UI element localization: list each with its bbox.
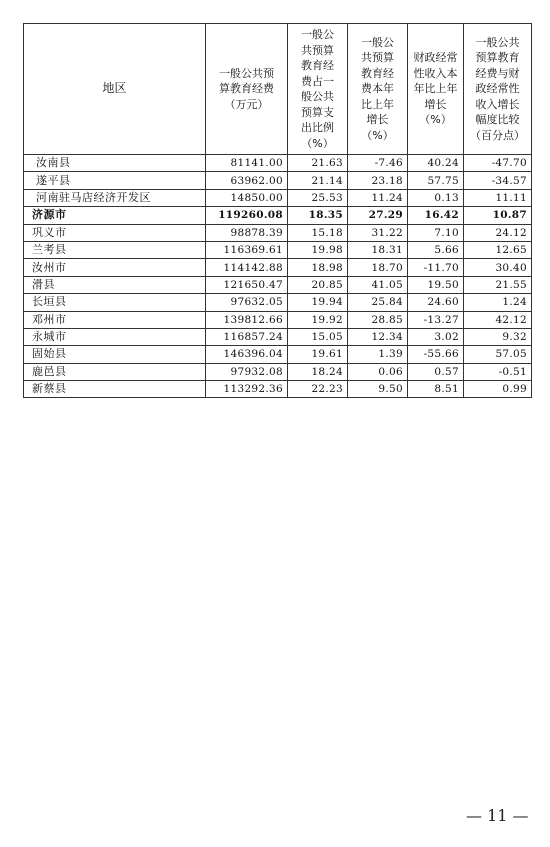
- table-row: [24, 241, 532, 258]
- header-line: （%）: [301, 136, 334, 150]
- cell-growth-difference: -34.57: [464, 172, 532, 189]
- cell-growth-difference: 11.11: [464, 189, 532, 206]
- cell-growth-difference: 1.24: [464, 294, 532, 311]
- cell-expense-growth: 28.85: [348, 311, 408, 328]
- cell-revenue-growth: 16.42: [408, 207, 464, 224]
- header-line: （%）: [419, 113, 452, 127]
- cell-expense-growth: 11.24: [348, 189, 408, 206]
- header-row: [24, 24, 532, 155]
- cell-expense-growth: 9.50: [348, 381, 408, 398]
- cell-education-expense: 63962.00: [206, 172, 288, 189]
- header-line: （%）: [361, 128, 394, 142]
- header-growth-difference: [464, 24, 532, 155]
- header-line: 共预算: [361, 51, 394, 65]
- cell-expense-growth: 23.18: [348, 172, 408, 189]
- cell-growth-difference: -47.70: [464, 155, 532, 172]
- cell-revenue-growth: 8.51: [408, 381, 464, 398]
- cell-expense-share: 19.61: [288, 346, 348, 363]
- table-row: [24, 294, 532, 311]
- header-line: 幅度比较: [475, 113, 520, 127]
- header-revenue-growth: [408, 24, 464, 155]
- cell-revenue-growth: 7.10: [408, 224, 464, 241]
- header-line: 教育经: [361, 66, 394, 80]
- cell-expense-share: 25.53: [288, 189, 348, 206]
- cell-region: 长垣县: [24, 294, 206, 311]
- header-line: 费占一: [301, 74, 334, 88]
- cell-education-expense: 139812.66: [206, 311, 288, 328]
- cell-revenue-growth: -13.27: [408, 311, 464, 328]
- cell-education-expense: 81141.00: [206, 155, 288, 172]
- header-line: （百分点）: [470, 128, 525, 142]
- cell-expense-growth: 25.84: [348, 294, 408, 311]
- header-line: 增长: [366, 113, 389, 127]
- cell-revenue-growth: 19.50: [408, 276, 464, 293]
- header-line: 一般公: [361, 35, 394, 49]
- header-line: 增长: [424, 97, 447, 111]
- table-header: [24, 24, 532, 155]
- header-line: 地区: [102, 81, 127, 96]
- cell-region: 永城市: [24, 328, 206, 345]
- header-line: 预算支: [301, 105, 334, 119]
- cell-education-expense: 121650.47: [206, 276, 288, 293]
- cell-growth-difference: 9.32: [464, 328, 532, 345]
- cell-education-expense: 14850.00: [206, 189, 288, 206]
- header-line: 政经常性: [475, 82, 520, 96]
- cell-revenue-growth: 57.75: [408, 172, 464, 189]
- cell-expense-growth: 31.22: [348, 224, 408, 241]
- table-body: [24, 155, 532, 398]
- cell-expense-share: 21.63: [288, 155, 348, 172]
- header-region: [24, 24, 206, 155]
- cell-education-expense: 116857.24: [206, 328, 288, 345]
- header-line: 经费与财: [475, 66, 520, 80]
- header-expense-growth: [348, 24, 408, 155]
- header-line: 般公共: [301, 90, 334, 103]
- cell-expense-growth: 0.06: [348, 363, 408, 380]
- cell-region: 固始县: [24, 346, 206, 363]
- cell-revenue-growth: 3.02: [408, 328, 464, 345]
- cell-education-expense: 113292.36: [206, 381, 288, 398]
- header-line: 预算教育: [475, 51, 520, 65]
- cell-region: 遂平县: [24, 172, 206, 189]
- cell-expense-share: 18.24: [288, 363, 348, 380]
- cell-expense-growth: 27.29: [348, 207, 408, 224]
- cell-education-expense: 116369.61: [206, 241, 288, 258]
- cell-revenue-growth: -55.66: [408, 346, 464, 363]
- cell-growth-difference: 21.55: [464, 276, 532, 293]
- cell-expense-share: 20.85: [288, 276, 348, 293]
- cell-expense-growth: 18.31: [348, 241, 408, 258]
- cell-region: 滑县: [24, 276, 206, 293]
- cell-education-expense: 146396.04: [206, 346, 288, 363]
- page-number: — 11 —: [466, 806, 529, 825]
- cell-growth-difference: 10.87: [464, 207, 532, 224]
- cell-region: 兰考县: [24, 241, 206, 258]
- header-line: 共预算: [301, 43, 334, 57]
- header-education-expense: [206, 24, 288, 155]
- header-line: 比上年: [361, 97, 394, 111]
- cell-expense-growth: 41.05: [348, 276, 408, 293]
- cell-region: 河南驻马店经济开发区: [24, 189, 206, 206]
- cell-expense-growth: -7.46: [348, 155, 408, 172]
- cell-expense-growth: 18.70: [348, 259, 408, 276]
- cell-region: 汝州市: [24, 259, 206, 276]
- cell-region: 汝南县: [24, 155, 206, 172]
- header-line: （万元）: [224, 97, 269, 111]
- header-line: 收入增长: [475, 97, 520, 111]
- table-row: [24, 363, 532, 380]
- table-row: [24, 155, 532, 172]
- cell-expense-share: 19.92: [288, 311, 348, 328]
- cell-revenue-growth: 24.60: [408, 294, 464, 311]
- cell-region: 巩义市: [24, 224, 206, 241]
- header-line: 年比上年: [413, 82, 458, 96]
- data-table: [23, 23, 532, 398]
- table-row: [24, 259, 532, 276]
- cell-region: 新蔡县: [24, 381, 206, 398]
- header-line: 费本年: [361, 82, 394, 96]
- cell-growth-difference: -0.51: [464, 363, 532, 380]
- header-line: 教育经: [301, 59, 334, 72]
- cell-revenue-growth: 0.13: [408, 189, 464, 206]
- table-row: [24, 346, 532, 363]
- cell-growth-difference: 24.12: [464, 224, 532, 241]
- header-line: 一般公: [301, 28, 334, 41]
- cell-education-expense: 97932.08: [206, 363, 288, 380]
- cell-education-expense: 97632.05: [206, 294, 288, 311]
- cell-expense-growth: 1.39: [348, 346, 408, 363]
- header-line: 性收入本: [413, 66, 458, 80]
- cell-growth-difference: 30.40: [464, 259, 532, 276]
- table-row: [24, 311, 532, 328]
- header-expense-share: [288, 24, 348, 155]
- header-line: 一般公共预: [219, 66, 274, 80]
- cell-growth-difference: 57.05: [464, 346, 532, 363]
- table-row: [24, 381, 532, 398]
- cell-growth-difference: 12.65: [464, 241, 532, 258]
- cell-expense-share: 19.98: [288, 241, 348, 258]
- table-row: [24, 172, 532, 189]
- cell-growth-difference: 0.99: [464, 381, 532, 398]
- header-line: 一般公共: [475, 35, 520, 49]
- cell-education-expense: 119260.08: [206, 207, 288, 224]
- cell-revenue-growth: 40.24: [408, 155, 464, 172]
- cell-expense-growth: 12.34: [348, 328, 408, 345]
- cell-expense-share: 15.05: [288, 328, 348, 345]
- header-line: 算教育经费: [219, 82, 274, 96]
- cell-education-expense: 114142.88: [206, 259, 288, 276]
- cell-region: 邓州市: [24, 311, 206, 328]
- table-row: [24, 224, 532, 241]
- cell-expense-share: 19.94: [288, 294, 348, 311]
- cell-revenue-growth: 0.57: [408, 363, 464, 380]
- cell-expense-share: 18.35: [288, 207, 348, 224]
- header-line: 出比例: [301, 121, 334, 134]
- cell-region: 鹿邑县: [24, 363, 206, 380]
- header-line: 财政经常: [413, 51, 458, 65]
- table-row: [24, 207, 532, 224]
- cell-education-expense: 98878.39: [206, 224, 288, 241]
- table-row: [24, 189, 532, 206]
- cell-revenue-growth: -11.70: [408, 259, 464, 276]
- cell-expense-share: 15.18: [288, 224, 348, 241]
- cell-expense-share: 22.23: [288, 381, 348, 398]
- table-row: [24, 328, 532, 345]
- cell-expense-share: 18.98: [288, 259, 348, 276]
- cell-region: 济源市: [24, 207, 206, 224]
- cell-expense-share: 21.14: [288, 172, 348, 189]
- cell-revenue-growth: 5.66: [408, 241, 464, 258]
- table-row: [24, 276, 532, 293]
- cell-growth-difference: 42.12: [464, 311, 532, 328]
